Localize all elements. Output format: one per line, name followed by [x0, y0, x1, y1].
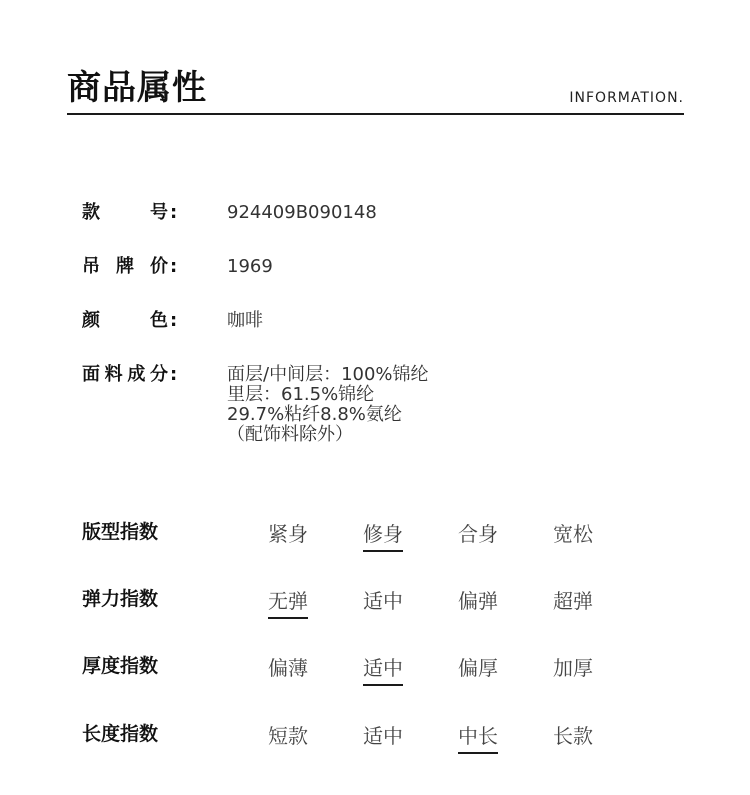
- index-option: 紧身: [268, 522, 308, 546]
- index-option-selected: 中长: [458, 724, 498, 754]
- attr-label: 颜 色 :: [82, 310, 178, 331]
- index-label: 长度指数: [82, 723, 159, 745]
- index-option-selected: 适中: [363, 656, 403, 686]
- attr-value: 924409B090148: [227, 202, 377, 223]
- index-option: 偏厚: [458, 656, 498, 680]
- index-option: 合身: [458, 522, 498, 546]
- index-label: 版型指数: [82, 521, 159, 543]
- attr-value: 咖啡: [227, 310, 263, 331]
- attr-value: 1969: [227, 256, 273, 277]
- index-option: 宽松: [553, 522, 593, 546]
- attr-label: 吊 牌 价 :: [82, 256, 178, 277]
- index-option: 偏弹: [458, 589, 498, 613]
- attr-label: 面 料 成 分 :: [82, 364, 178, 385]
- index-option: 超弹: [553, 589, 593, 613]
- index-row-length: [82, 722, 642, 762]
- index-option: 长款: [553, 724, 593, 748]
- index-label: 厚度指数: [82, 655, 159, 677]
- index-option: 适中: [363, 724, 403, 748]
- section-subtitle: INFORMATION.: [569, 90, 684, 106]
- index-option-selected: 修身: [363, 522, 403, 552]
- index-option: 适中: [363, 589, 403, 613]
- index-label: 弹力指数: [82, 588, 159, 610]
- index-option-selected: 无弹: [268, 589, 308, 619]
- attr-value: 面层/中间层：100%锦纶 里层：61.5%锦纶 29.7%粘纤8.8%氨纶 （配饰料除外）: [227, 364, 429, 445]
- index-row-thickness: [82, 654, 642, 694]
- index-row-fit: [82, 520, 642, 560]
- section-title: 商品属性: [67, 68, 207, 108]
- index-option: 加厚: [553, 656, 593, 680]
- index-option: 偏薄: [268, 656, 308, 680]
- section-header: [67, 66, 684, 115]
- index-row-stretch: [82, 587, 642, 627]
- attr-label: 款 号 :: [82, 202, 178, 223]
- index-option: 短款: [268, 724, 308, 748]
